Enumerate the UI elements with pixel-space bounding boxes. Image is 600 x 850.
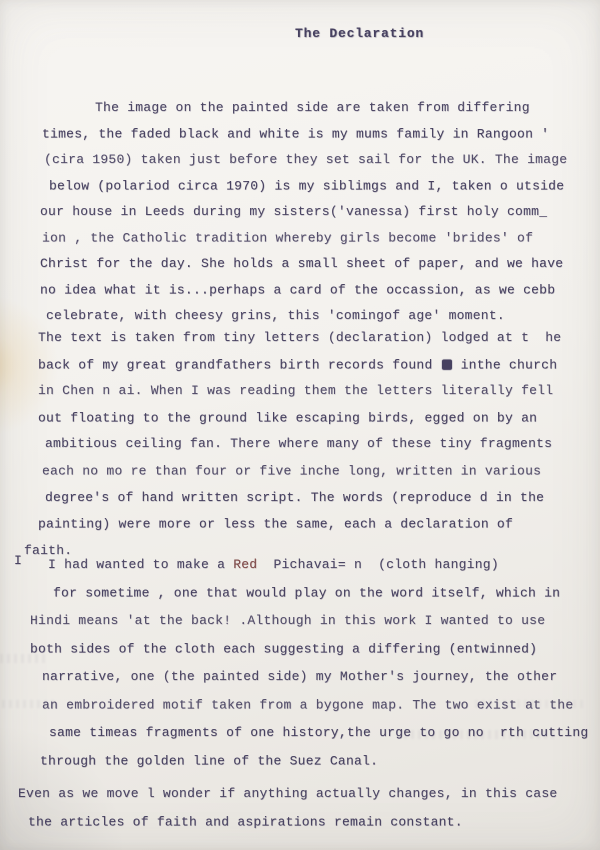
text-segment: back of my great grandfathers birth records found: [38, 357, 441, 373]
paragraph-4: [18, 780, 557, 835]
text-line: faith.: [24, 542, 73, 558]
text-line: ambitious ceiling fan. There where many of these tiny fragments: [45, 436, 553, 452]
text-line: our house in Leeds during my sisters('vanessa) first holy comm_: [40, 204, 548, 219]
text-line: (cira 1950) taken just before they set sail for the UK. The image: [44, 152, 568, 167]
text-segment: I had wanted to make a: [48, 557, 234, 572]
text-line: degree's of hand written script. The words (reproduce d in the: [45, 489, 545, 505]
text-line: for sometime , one that would play on the word itself, which in: [53, 585, 561, 601]
text-line: ion , the Catholic tradition whereby girls become 'brides' of: [42, 230, 534, 246]
text-line: both sides of the cloth each suggesting a differing (entwinned): [30, 641, 538, 657]
text-line: an embroidered motif taken from a bygone map. The two exist at the: [42, 697, 574, 713]
text-line: times, the faded black and white is my mums family in Rangoon ': [42, 126, 550, 142]
red-ink-word: Red: [233, 557, 258, 572]
text-line: no idea what it is...perhaps a card of the occassion, as we cebb: [40, 282, 556, 298]
margin-marker: I: [14, 553, 22, 568]
paragraph-1: [40, 95, 567, 329]
text-line: The image on the painted side are taken from differing: [95, 100, 530, 115]
paragraph-3: [30, 551, 589, 775]
paragraph-2: [24, 325, 562, 564]
text-line: the articles of faith and aspirations remain constant.: [28, 814, 463, 830]
text-line: Christ for the day. She holds a small sheet of paper, and we have: [40, 256, 564, 271]
text-line: each no mo re than four or five inche long, written in various: [42, 463, 542, 479]
text-line: The text is taken from tiny letters (declaration) lodged at t he: [38, 330, 562, 345]
text-line: painting) were more or less the same, each a declaration of: [38, 516, 514, 532]
text-segment: Pichavai= n (cloth hanging): [257, 557, 499, 572]
text-segment: inthe church: [452, 357, 558, 373]
text-line: through the golden line of the Suez Canal.: [40, 753, 379, 769]
text-line-with-red-word: [48, 551, 588, 579]
text-line: same timeas fragments of one history,the urge to go no rth cutting: [49, 725, 589, 740]
text-line: out floating to the ground like escaping birds, egged on by an: [38, 410, 538, 426]
page-title: The Declaration: [295, 26, 425, 41]
text-line-with-blot: [38, 352, 561, 379]
text-line: Hindi means 'at the back! .Although in this work I wanted to use: [30, 613, 546, 628]
text-line: narrative, one (the painted side) my Mother's journey, the other: [42, 669, 558, 684]
text-line: celebrate, with cheesy grins, this 'comingof age' moment.: [46, 308, 505, 323]
text-line: Even as we move l wonder if anything actually changes, in this case: [18, 786, 558, 801]
text-line: in Chen n ai. When I was reading them the letters literally fell: [38, 383, 554, 399]
ink-blot: [442, 359, 452, 369]
text-line: below (polariod circa 1970) is my siblimgs and I, taken o utside: [49, 178, 565, 194]
